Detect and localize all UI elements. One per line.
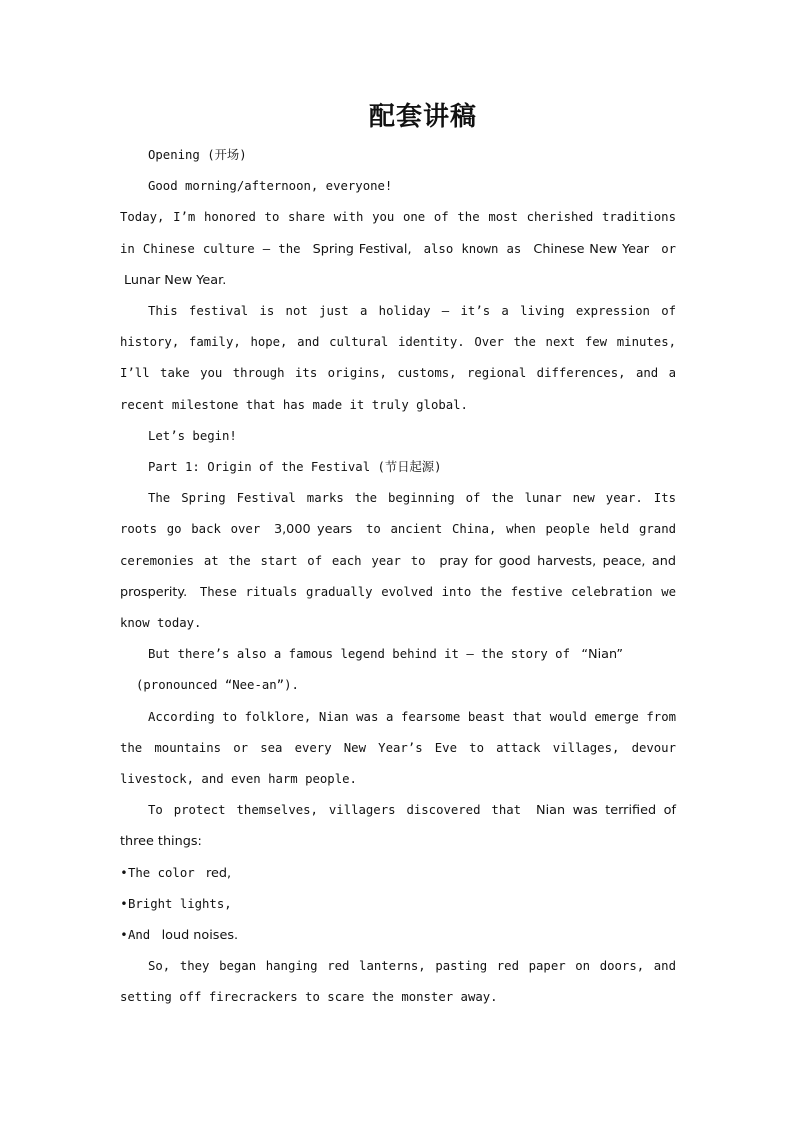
part1-paragraph-2: [120, 639, 676, 670]
p1-text-c: These rituals gradually evolved into the festive celebration we know today.: [120, 584, 676, 631]
part1-paragraph-5: So, they began hanging red lanterns, pasting red paper on doors, and setting off firecrackers to scare the monster away.: [120, 959, 676, 1005]
document-body: [120, 140, 676, 1014]
part1-heading: Part 1: Origin of the Festival (节日起源): [148, 460, 442, 475]
years-term: 3,000 years: [273, 522, 353, 538]
part1-pronunciation: (pronounced “Nee-an”).: [136, 678, 299, 693]
bullet-icon: •: [120, 928, 128, 943]
lunar-new-year-term: Lunar New Year.: [124, 272, 227, 288]
bullet-text: And: [128, 928, 151, 943]
part1-paragraph-3: According to folklore, Nian was a fearsome beast that would emerge from the mountains or sea every New Year’s Eve to attack villages, devour livestock, and even harm people.: [120, 709, 676, 787]
opening-begin: Let’s begin!: [148, 428, 237, 443]
bullet-icon: •: [120, 896, 128, 911]
list-item: [120, 889, 676, 920]
opening-greeting: Good morning/afternoon, everyone!: [148, 179, 393, 194]
nian-terrified-term: Nian was terrified of three things:: [120, 803, 676, 850]
bullet-text: The color: [128, 865, 195, 880]
bullet-icon: •: [120, 865, 128, 880]
intro-text-or: or: [661, 241, 676, 256]
list-item: [120, 858, 676, 889]
list-item: [120, 920, 676, 951]
part1-paragraph-4: [120, 795, 676, 857]
page-title: 配套讲稿: [368, 102, 477, 132]
pray-term: pray for good harvests, peace, and prosperity.: [120, 553, 677, 600]
opening-intro-paragraph: [120, 202, 676, 296]
intro-text-b: also known as: [423, 241, 522, 256]
bullet-text: Bright lights,: [128, 896, 232, 911]
opening-paragraph-2: This festival is not just a holiday — it’s a living expression of history, family, hope, and cultural identity. Over the next few minutes, I’ll take you through its origins, customs, regional differences, and a recent milestone that has made it truly global.: [120, 304, 676, 412]
intro-text-a: Today, I’m honored to share with you one of the most cherished traditions in Chinese culture — the: [120, 210, 676, 256]
bullet-emphasis: loud noises.: [161, 928, 239, 944]
p1-text-b: to ancient China, when people held grand ceremonies at the start of each year to: [120, 522, 677, 568]
chinese-new-year-term: Chinese New Year: [533, 241, 650, 257]
part1-paragraph-1: [120, 483, 676, 639]
nian-term: “Nian”: [581, 647, 624, 663]
p4-text-a: To protect themselves, villagers discovered that: [148, 803, 522, 818]
p2-text-a: But there’s also a famous legend behind it — the story of: [148, 647, 570, 662]
p1-text-a: The Spring Festival marks the beginning of the lunar new year. Its roots go back over: [120, 491, 676, 537]
opening-heading: Opening (开场): [148, 148, 247, 162]
bullet-emphasis: red,: [206, 865, 232, 881]
spring-festival-term: Spring Festival,: [312, 241, 412, 257]
